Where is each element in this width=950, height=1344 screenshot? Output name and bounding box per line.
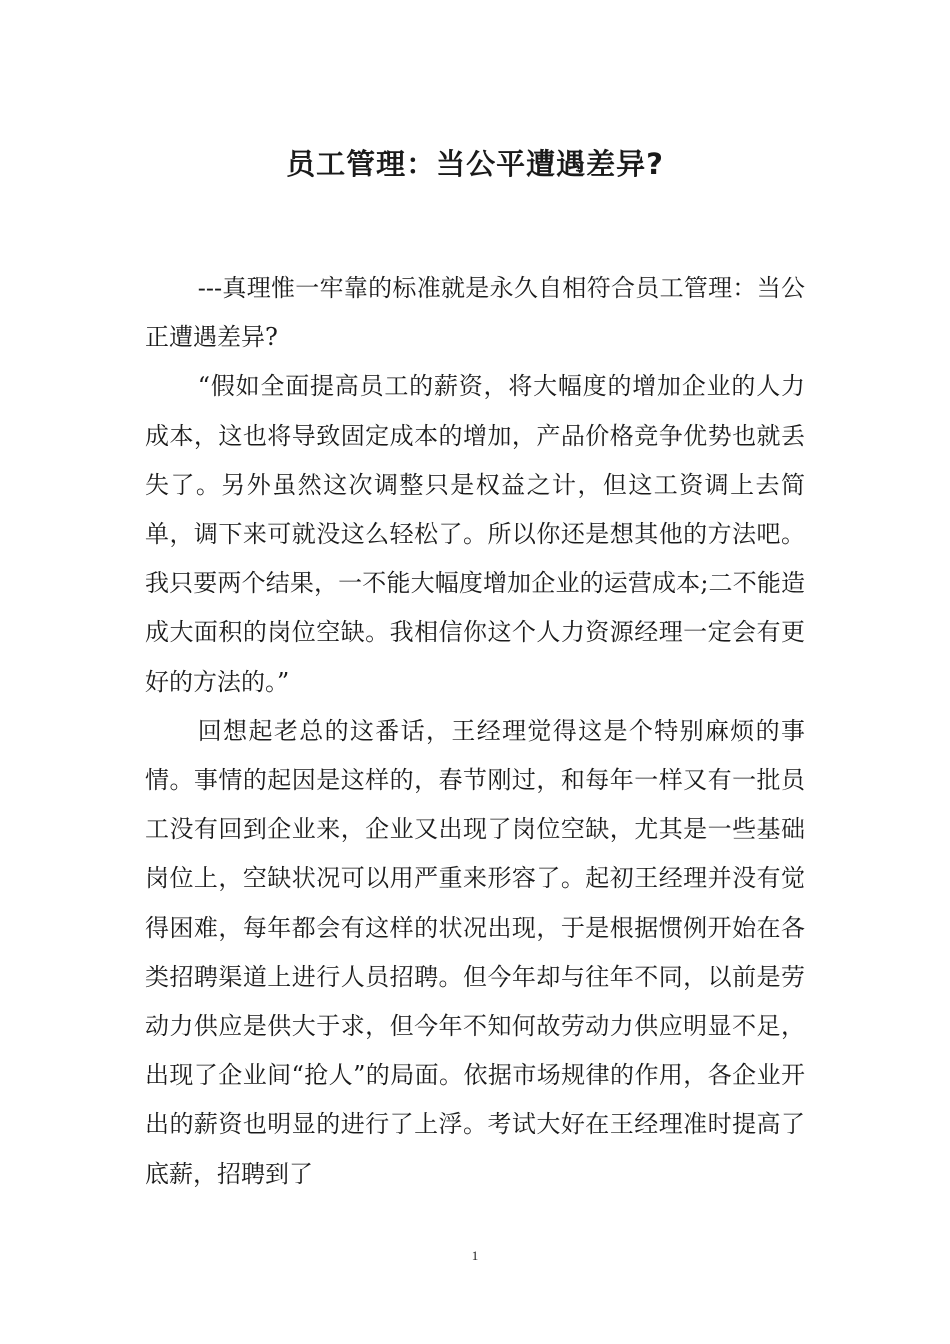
- paragraph-3: 回想起老总的这番话，王经理觉得这是个特别麻烦的事情。事情的起因是这样的，春节刚过，和每年一样又有一批员工没有回到企业来，企业又出现了岗位空缺，尤其是一些基础岗位上，空缺状况可以用严重来形容了。起初王经理并没有觉得困难，每年都会有这样的状况出现，于是根据惯例开始在各类招聘渠道上进行人员招聘。但今年却与往年不同，以前是劳动力供应是供大于求，但今年不知何故劳动力供应明显不足，出现了企业间“抢人”的局面。依据市场规律的作用，各企业开出的薪资也明显的进行了上浮。考试大好在王经理准时提高了底薪，招聘到了: [145, 716, 805, 1188]
- document-title: 员工管理：当公平遭遇差异?: [286, 147, 664, 181]
- page-number: 1: [471, 1248, 479, 1263]
- paragraph-2: “假如全面提高员工的薪资，将大幅度的增加企业的人力成本，这也将导致固定成本的增加，产品价格竞争优势也就丢失了。另外虽然这次调整只是权益之计，但这工资调上去简单，调下来可就没这么轻松了。所以你还是想其他的方法吧。我只要两个结果，一不能大幅度增加企业的运营成本;二不能造成大面积的岗位空缺。我相信你这个人力资源经理一定会有更好的方法的。”: [145, 372, 805, 696]
- paragraph-1: ---真理惟一牢靠的标准就是永久自相符合员工管理：当公正遭遇差异?: [145, 274, 805, 352]
- document-body: [145, 264, 805, 1199]
